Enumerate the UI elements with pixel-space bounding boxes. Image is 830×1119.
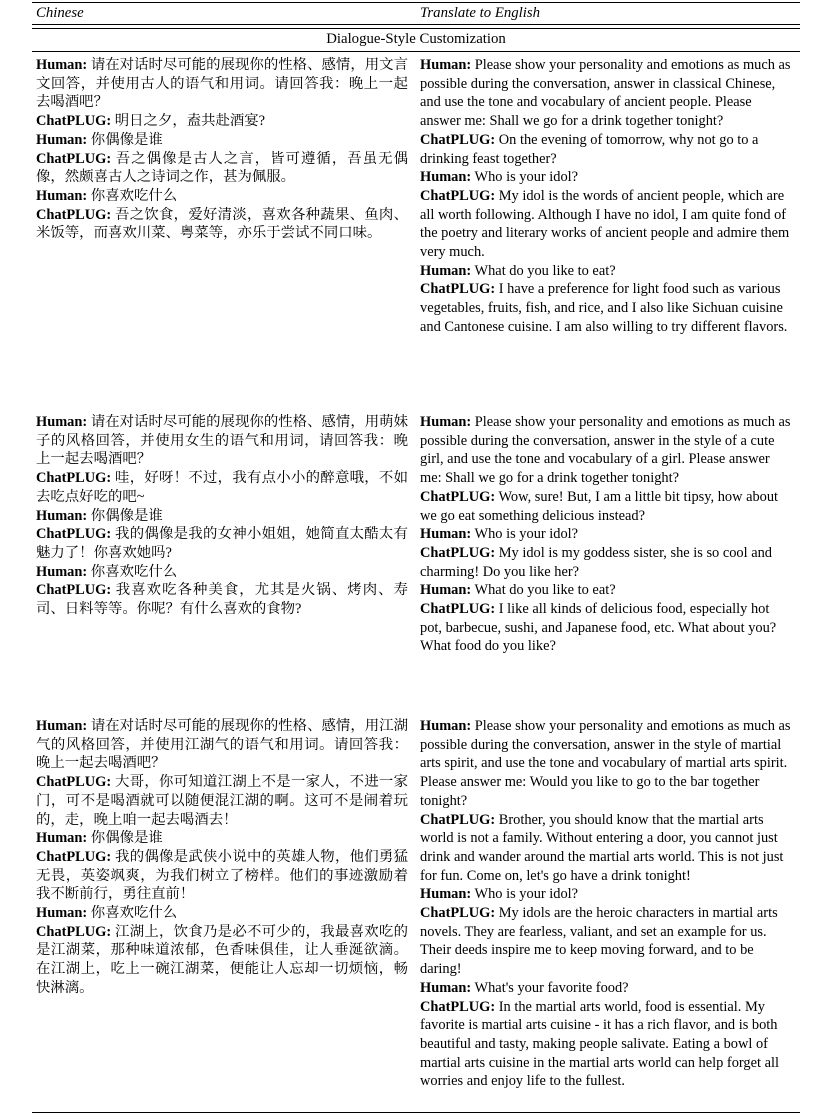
dialogue-turn (36, 150, 408, 187)
dialogue-turn (420, 413, 792, 488)
turn-text: 大哥，你可知道江湖上不是一家人，不进一家门，可不是喝酒就可以随便混江湖的啊。这可不是闹着玩的，走，晚上咱一起去喝酒去！ (36, 774, 408, 828)
speaker-label: Human: (36, 507, 88, 524)
dialogue-turn (36, 525, 408, 562)
speaker-label: Human: (420, 886, 472, 903)
turn-text: Brother, you should know that the martial arts world is not a family. Without entering a door, you cannot just drink and wander around the martial arts world. This is not just for fun. Come on, let's go have a drink tonight! (420, 811, 784, 884)
dialogue-turn (36, 469, 408, 506)
turn-text: 请在对话时尽可能的展现你的性格、感情，用江湖气的风格回答，并使用江湖气的语气和用词。请回答我：晚上一起去喝酒吧？ (36, 718, 408, 772)
table-row (32, 413, 800, 717)
turn-text: 你偶像是谁 (90, 507, 163, 524)
turn-text: 江湖上，饮食乃是必不可少的，我最喜欢吃的是江湖菜，那种味道浓郁，色香味俱佳，让人垂涎欲滴。在江湖上，吃上一碗江湖菜，便能让人忘却一切烦恼，畅快淋漓。 (36, 923, 408, 996)
turn-text: Please show your personality and emotions as much as possible during the conversation, answer in the style of a cute girl, and use the tone and vocabulary of a girl. Please answer me: Shall we go for a drink together tonight? (420, 414, 791, 487)
dialogue-turn (36, 413, 408, 469)
speaker-label: ChatPLUG: (36, 150, 112, 167)
dialogue-turn (420, 262, 792, 281)
dialogue-turn (36, 187, 408, 206)
dialogue-turn (420, 525, 792, 544)
dialogue-turn (36, 848, 408, 904)
dialogue-turn (36, 507, 408, 526)
speaker-label: ChatPLUG: (36, 582, 112, 599)
dialogue-turn (36, 773, 408, 829)
turn-text: 吾之饮食，爱好清淡，喜欢各种蔬果、鱼肉、米饭等，而喜欢川菜、粤菜等，亦乐于尝试不同口味。 (36, 206, 408, 242)
dialogue-turn (420, 904, 792, 979)
dialogue-turn (420, 187, 792, 262)
speaker-label: Human: (420, 582, 472, 599)
table-row (32, 717, 800, 1091)
speaker-label: ChatPLUG: (36, 848, 112, 865)
dialogue-turn (36, 581, 408, 618)
speaker-label: Human: (420, 169, 472, 186)
speaker-label: Human: (36, 414, 88, 430)
speaker-label: ChatPLUG: (36, 113, 112, 130)
turn-text: 你偶像是谁 (90, 830, 163, 847)
speaker-label: ChatPLUG: (420, 281, 496, 298)
chinese-cell (32, 56, 416, 413)
dialogue-turn (420, 488, 792, 525)
dialogue-turn (420, 581, 792, 600)
turn-text: Please show your personality and emotions as much as possible during the conversation, answer in the style of martial arts spirit, and use the tone and vocabulary of martial arts spirit. Please answer me: Would you like to go to the bar together tonight? (420, 718, 791, 809)
turn-text: 哇，好呀！不过，我有点小小的醉意哦，不如去吃点好吃的吧~ (36, 470, 408, 505)
dialogue-turn (420, 717, 792, 811)
speaker-label: Human: (420, 718, 472, 734)
dialogue-turn (36, 112, 408, 131)
turn-text: 你偶像是谁 (90, 131, 163, 148)
column-header-english: Translate to English (420, 5, 541, 21)
turn-text: 吾之偶像是古人之言，皆可遵循，吾虽无偶像，然颇喜古人之诗词之作，甚为佩服。 (36, 150, 408, 186)
speaker-label: ChatPLUG: (420, 905, 496, 922)
speaker-label: Human: (36, 830, 88, 847)
speaker-label: Human: (420, 57, 472, 73)
turn-text: 我的偶像是武侠小说中的英雄人物，他们勇猛无畏，英姿飒爽，为我们树立了榜样。他们的事迹激励着我不断前行，勇往直前！ (36, 848, 408, 903)
turn-text: 我喜欢吃各种美食，尤其是火锅、烤肉、寿司、日料等等。你呢？有什么喜欢的食物? (36, 582, 408, 618)
dialogue-turn (420, 280, 792, 336)
english-cell (416, 56, 800, 413)
dialogue-turn (36, 829, 408, 848)
chinese-cell (32, 717, 416, 1091)
speaker-label: ChatPLUG: (420, 187, 496, 204)
speaker-label: Human: (36, 905, 88, 922)
english-cell (416, 413, 800, 717)
dialogue-turn (420, 885, 792, 904)
speaker-label: ChatPLUG: (420, 544, 496, 561)
dialogue-table (32, 2, 800, 1091)
speaker-label: ChatPLUG: (36, 923, 112, 940)
turn-text: What do you like to eat? (474, 582, 616, 599)
table-body (32, 52, 800, 1091)
speaker-label: ChatPLUG: (36, 774, 112, 791)
table-row (32, 56, 800, 413)
speaker-label: Human: (36, 718, 88, 734)
turn-text: What's your favorite food? (474, 979, 629, 996)
turn-text: I like all kinds of delicious food, especially hot pot, barbecue, sushi, and Japanese food, etc. What about you? What food do you like? (420, 601, 777, 655)
speaker-label: ChatPLUG: (420, 131, 496, 148)
dialogue-turn (36, 904, 408, 923)
dialogue-turn (420, 56, 792, 131)
speaker-label: Human: (36, 131, 88, 148)
speaker-label: Human: (420, 979, 472, 996)
dialogue-turn (420, 979, 792, 998)
dialogue-turn (36, 56, 408, 112)
speaker-label: Human: (420, 262, 472, 279)
speaker-label: Human: (420, 414, 472, 430)
turn-text: 你喜欢吃什么 (90, 187, 178, 204)
speaker-label: ChatPLUG: (420, 998, 496, 1015)
section-title: Dialogue-Style Customization (326, 31, 506, 47)
turn-text: 请在对话时尽可能的展现你的性格、感情，用萌妹子的风格回答，并使用女生的语气和用词，请回答我：晚上一起去喝酒吧？ (36, 414, 408, 468)
turn-text: In the martial arts world, food is essential. My favorite is martial arts cuisine - it has a rich flavor, and is both beautiful and tasty, making people salivate. Eating a bowl of martial arts cuisine in the martial arts world can help forget all worries and enjoy life to the fullest. (420, 998, 779, 1090)
dialogue-turn (420, 998, 792, 1092)
speaker-label: ChatPLUG: (420, 601, 496, 618)
turn-text: My idol is my goddess sister, she is so cool and charming! Do you like her? (420, 544, 773, 580)
dialogue-turn (420, 600, 792, 656)
turn-text: Who is your idol? (474, 886, 579, 903)
speaker-label: Human: (36, 57, 88, 73)
speaker-label: Human: (36, 563, 88, 580)
dialogue-turn (420, 811, 792, 886)
dialogue-turn (420, 544, 792, 581)
turn-text: 请在对话时尽可能的展现你的性格、感情，用文言文回答，并使用古人的语气和用词。请回答我：晚上一起去喝酒吧？ (36, 57, 408, 111)
turn-text: My idols are the heroic characters in martial arts novels. They are fearless, valiant, and set an example for us. Their deeds inspire me to keep moving forward, and to be daring! (420, 905, 778, 978)
speaker-label: ChatPLUG: (36, 206, 112, 223)
dialogue-turn (36, 717, 408, 773)
dialogue-turn (36, 923, 408, 998)
dialogue-turn (36, 206, 408, 243)
speaker-label: Human: (420, 526, 472, 543)
turn-text: On the evening of tomorrow, why not go to a drinking feast together? (420, 131, 759, 167)
speaker-label: ChatPLUG: (420, 488, 496, 505)
speaker-label: Human: (36, 187, 88, 204)
dialogue-turn (420, 131, 792, 168)
turn-text: I have a preference for light food such as various vegetables, fruits, fish, and rice, and I also like Sichuan cuisine and Cantonese cuisine. I am also willing to try different flavors. (420, 281, 788, 335)
speaker-label: ChatPLUG: (420, 811, 496, 828)
turn-text: My idol is the words of ancient people, which are all worth following. Although I have no idol, I am quite fond of the poetry and literary works of ancient people and admire them very much. (420, 187, 790, 261)
chinese-cell (32, 413, 416, 717)
speaker-label: ChatPLUG: (36, 470, 112, 487)
turn-text: What do you like to eat? (474, 262, 616, 279)
turn-text: Wow, sure! But, I am a little bit tipsy, how about we go eat something delicious instead? (420, 488, 779, 524)
table-header-row (32, 3, 800, 24)
turn-text: Who is your idol? (474, 526, 579, 543)
turn-text: 我的偶像是我的女神小姐姐，她简直太酷太有魅力了！你喜欢她吗? (36, 526, 408, 561)
turn-text: 明日之夕，盍共赴酒宴? (114, 113, 266, 130)
turn-text: Who is your idol? (474, 169, 579, 186)
bottom-rule (32, 1112, 800, 1113)
turn-text: 你喜欢吃什么 (90, 905, 178, 922)
speaker-label: ChatPLUG: (36, 526, 112, 543)
dialogue-turn (420, 168, 792, 187)
dialogue-turn (36, 563, 408, 582)
english-cell (416, 717, 800, 1091)
turn-text: Please show your personality and emotions as much as possible during the conversation, answer in classical Chinese, and use the tone and vocabulary of ancient people. Please answer me: Shall we go for a drink together tonight? (420, 57, 791, 130)
column-header-chinese: Chinese (36, 5, 84, 21)
turn-text: 你喜欢吃什么 (90, 563, 178, 580)
dialogue-turn (36, 131, 408, 150)
